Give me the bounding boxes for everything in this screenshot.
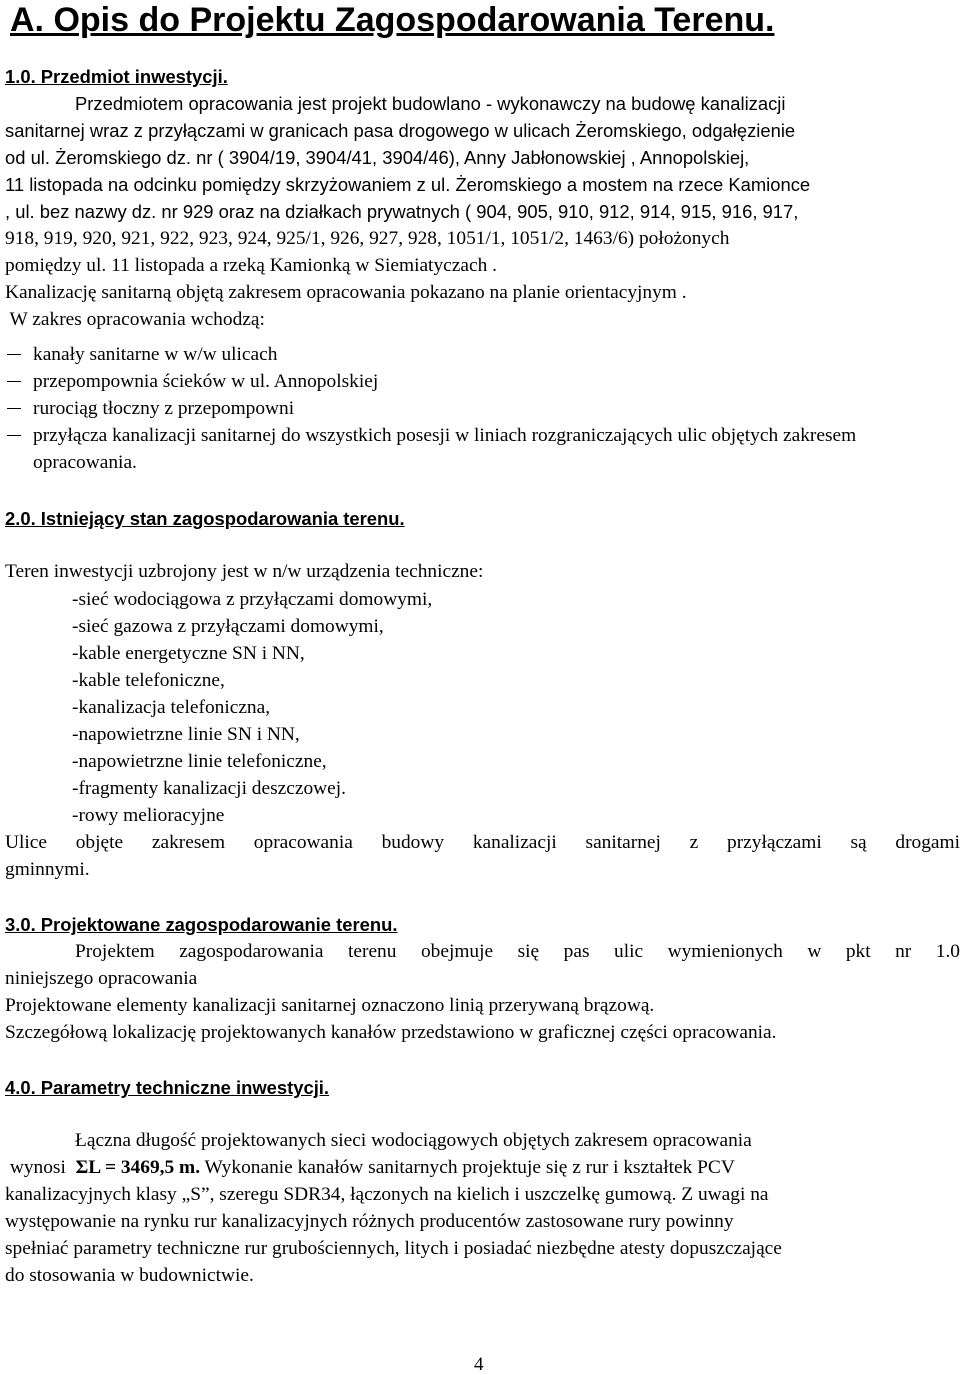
body-line: od ul. Żeromskiego dz. nr ( 3904/19, 3904/41, 3904/46), Anny Jabłonowskiej , Annopolskiej,	[5, 147, 750, 168]
section-2-closing	[5, 829, 960, 883]
section-3-body	[5, 938, 960, 1046]
document-title: A. Opis do Projektu Zagospodarowania Terenu.	[10, 1, 775, 39]
total-length-value: ΣL = 3469,5 m.	[75, 1157, 201, 1178]
section-4-body	[5, 1127, 960, 1289]
total-suffix: Wykonanie kanałów sanitarnych projektuje się z rur i kształtek PCV	[200, 1157, 735, 1178]
body-line: spełniać parametry techniczne rur grubościennych, litych i posiadać niezbędne atesty dopuszczające	[5, 1238, 782, 1259]
list-item: -fragmenty kanalizacji deszczowej.	[72, 778, 347, 799]
utilities-list	[72, 586, 872, 829]
section-3-heading: 3.0. Projektowane zagospodarowanie terenu.	[5, 914, 398, 935]
total-length-line	[5, 1154, 960, 1181]
body-line: Projektowane elementy kanalizacji sanitarnej oznaczono linią przerywaną brązową.	[5, 995, 655, 1016]
list-item: -kable energetyczne SN i NN,	[72, 643, 305, 664]
section-4-heading: 4.0. Parametry techniczne inwestycji.	[5, 1077, 330, 1098]
section-2-heading: 2.0. Istniejący stan zagospodarowania terenu.	[5, 508, 405, 529]
body-line: występowanie na rynku rur kanalizacyjnych różnych producentów zastosowane rury powinny	[5, 1211, 734, 1232]
list-item: -napowietrzne linie SN i NN,	[72, 724, 300, 745]
body-line: niniejszego opracowania	[5, 968, 198, 989]
list-item: rurociąg tłoczny z przepompowni	[5, 395, 960, 422]
section-2-body	[5, 558, 960, 585]
list-item: -kanalizacja telefoniczna,	[72, 697, 271, 718]
body-line: 918, 919, 920, 921, 922, 923, 924, 925/1, 926, 927, 928, 1051/1, 1051/2, 1463/6) położonych	[5, 228, 730, 249]
scope-list	[5, 341, 960, 476]
body-line: sanitarnej wraz z przyłączami w granicach pasa drogowego w ulicach Żeromskiego, odgałęzienie	[5, 120, 796, 141]
section-1-body	[5, 90, 960, 225]
section-1-body-serif	[5, 225, 960, 333]
list-item: kanały sanitarne w w/w ulicach	[5, 341, 960, 368]
body-line: Łączna długość projektowanych sieci wodociągowych objętych zakresem opracowania	[75, 1130, 752, 1151]
list-item: przepompownia ścieków w ul. Annopolskiej	[5, 368, 960, 395]
body-line: gminnymi.	[5, 859, 90, 880]
section-1-heading: 1.0. Przedmiot inwestycji.	[5, 66, 228, 87]
scope-intro: W zakres opracowania wchodzą:	[5, 309, 265, 330]
list-item: -sieć gazowa z przyłączami domowymi,	[72, 616, 384, 637]
list-item: -napowietrzne linie telefoniczne,	[72, 751, 327, 772]
body-line: Szczegółową lokalizację projektowanych kanałów przedstawiono w graficznej części opracowania.	[5, 1022, 777, 1043]
body-line: Ulice objęte zakresem opracowania budowy kanalizacji sanitarnej z przyłączami są drogami	[5, 832, 960, 853]
body-line: Przedmiotem opracowania jest projekt budowlano - wykonawczy na budowę kanalizacji	[75, 93, 786, 114]
body-line: 11 listopada na odcinku pomiędzy skrzyżowaniem z ul. Żeromskiego a mostem na rzece Kamionce	[5, 174, 811, 195]
list-item: -rowy melioracyjne	[72, 805, 225, 826]
body-line: Kanalizację sanitarną objętą zakresem opracowania pokazano na planie orientacyjnym .	[5, 282, 687, 303]
body-line: , ul. bez nazwy dz. nr 929 oraz na działkach prywatnych ( 904, 905, 910, 912, 914, 915, 916, 917,	[5, 201, 799, 222]
list-item: przyłącza kanalizacji sanitarnej do wszystkich posesji w liniach rozgraniczających ulic objętych zakresem opracowania.	[5, 422, 958, 476]
body-line: do stosowania w budownictwie.	[5, 1265, 254, 1286]
list-item: -sieć wodociągowa z przyłączami domowymi,	[72, 589, 433, 610]
body-line: kanalizacyjnych klasy „S”, szeregu SDR34, łączonych na kielich i uszczelkę gumową. Z uwagi na	[5, 1184, 769, 1205]
body-line: pomiędzy ul. 11 listopada a rzeką Kamionką w Siemiatyczach .	[5, 255, 497, 276]
list-item: -kable telefoniczne,	[72, 670, 225, 691]
total-prefix: wynosi	[5, 1157, 76, 1178]
body-line: Projektem zagospodarowania terenu obejmuje się pas ulic wymienionych w pkt nr 1.0	[75, 941, 960, 962]
section-2-intro: Teren inwestycji uzbrojony jest w n/w urządzenia techniczne:	[5, 561, 484, 582]
page-number: 4	[474, 1354, 484, 1375]
